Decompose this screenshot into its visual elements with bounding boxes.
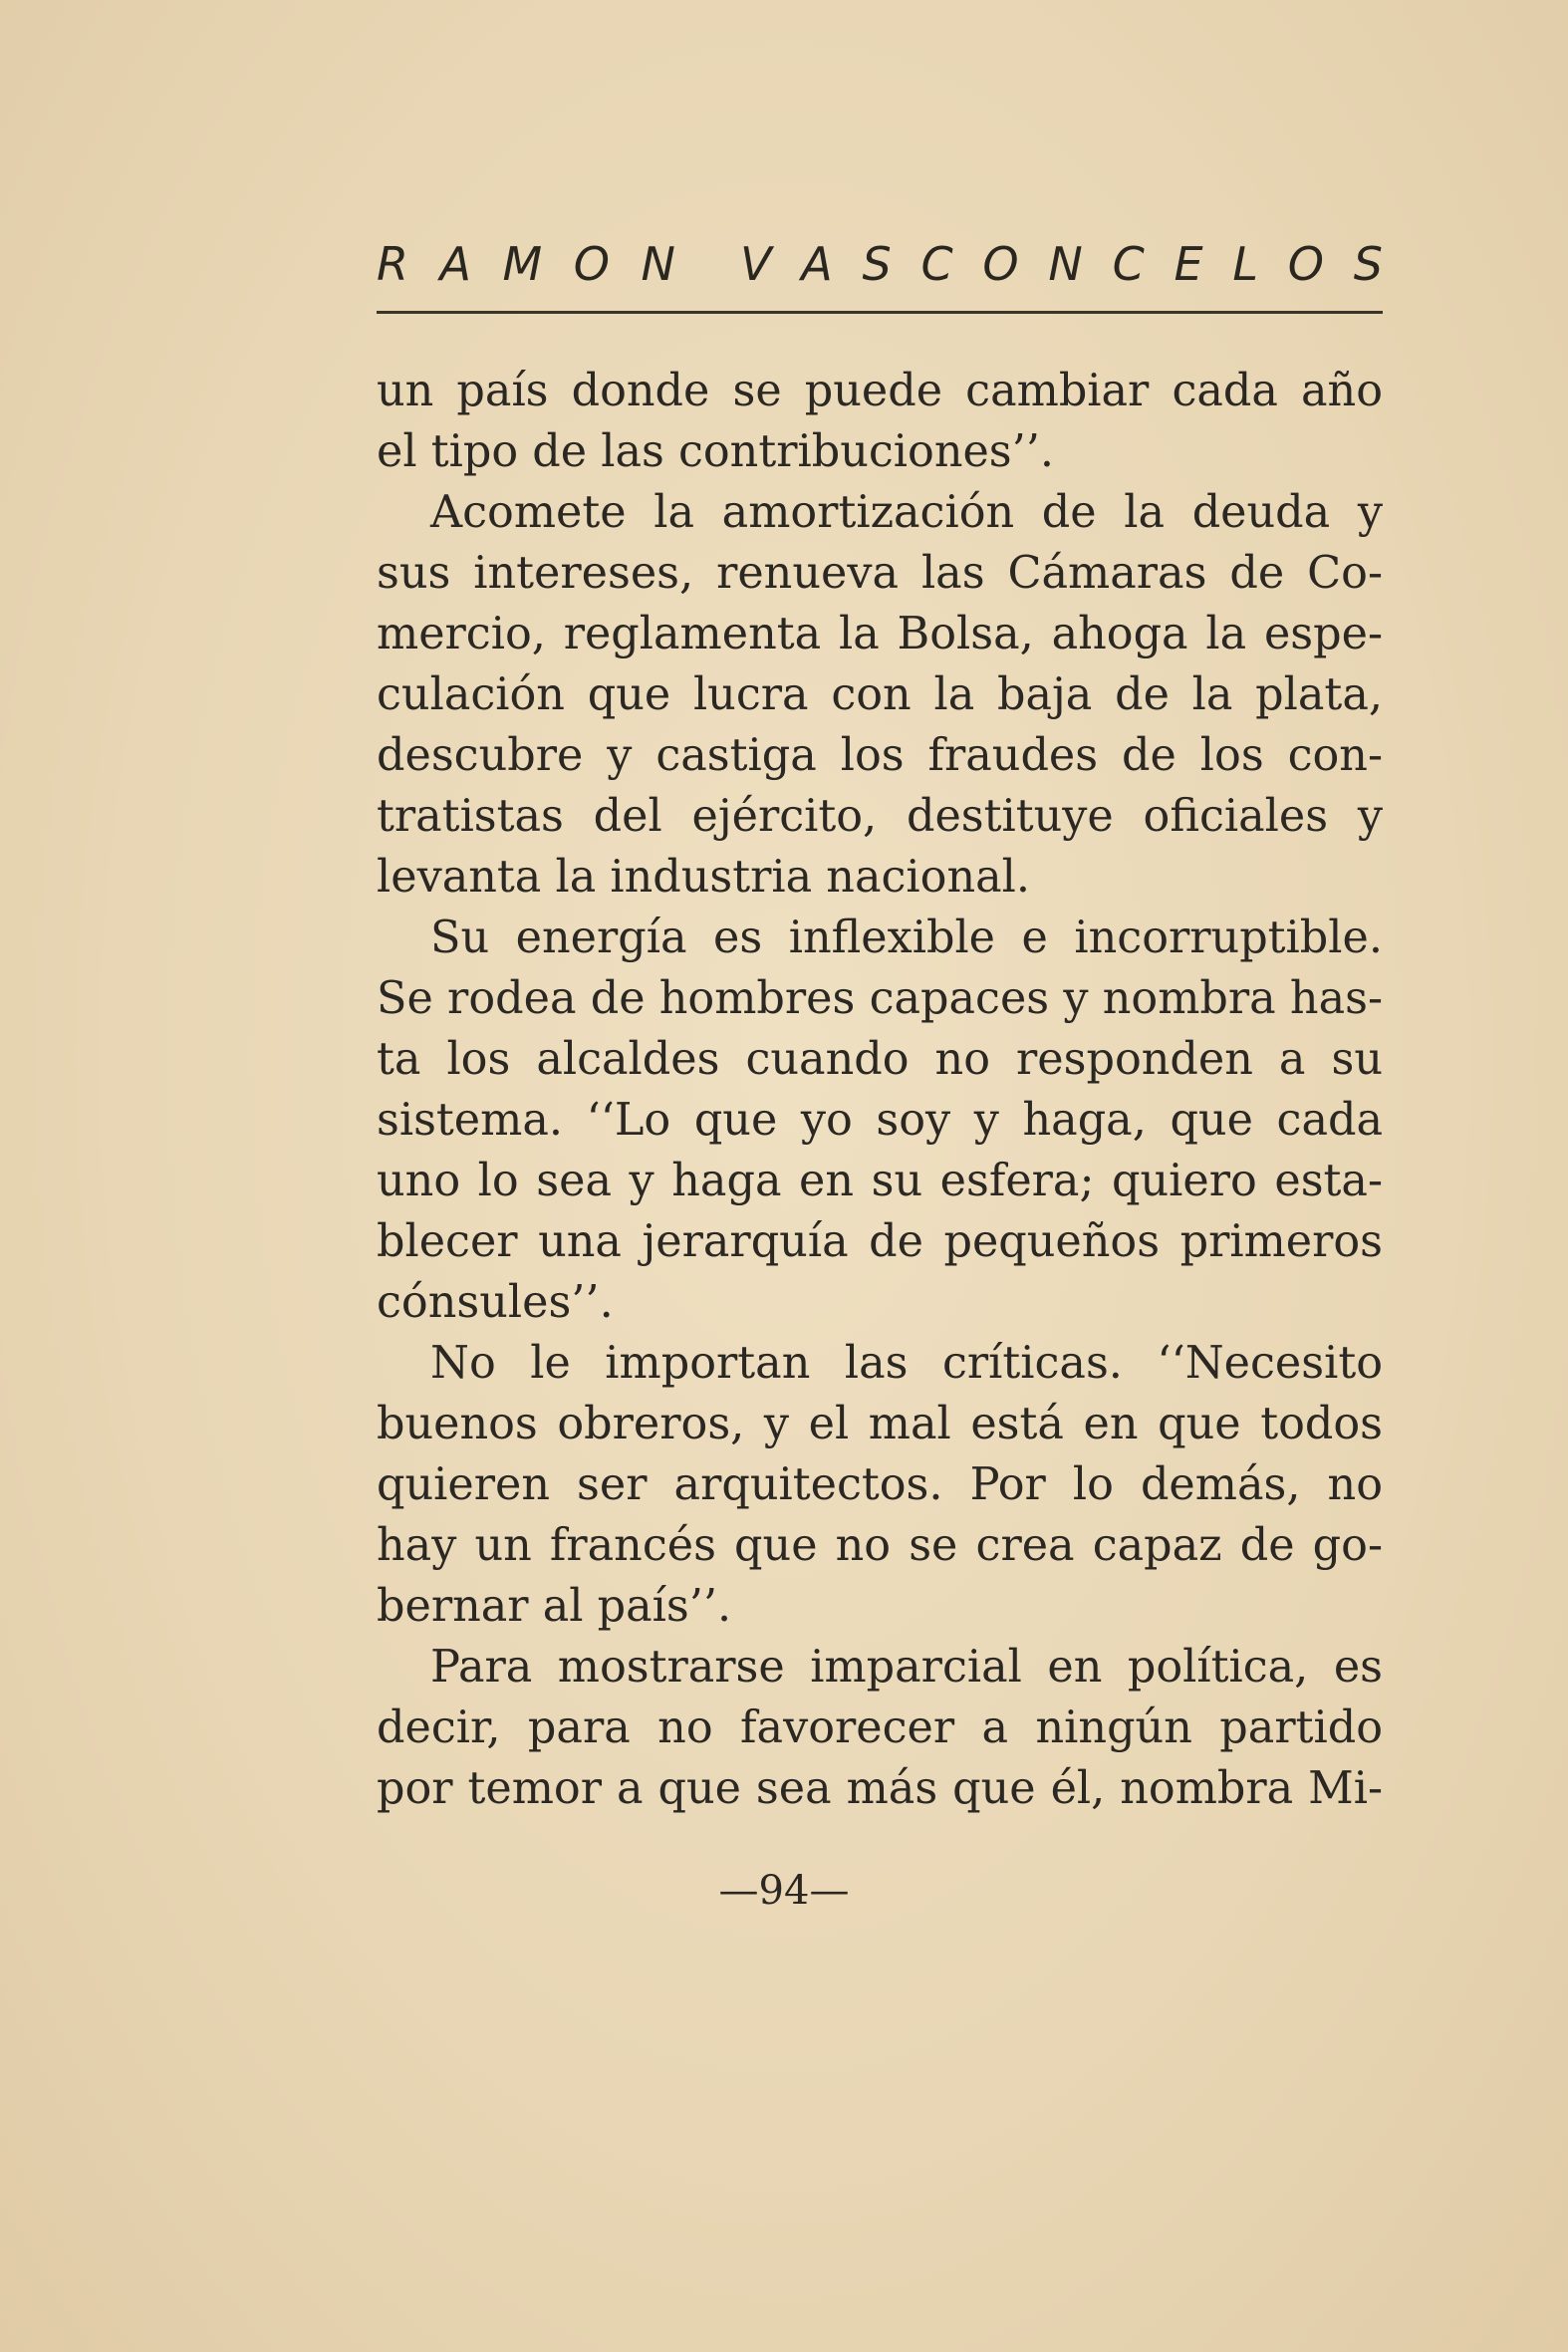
header-rule bbox=[377, 311, 1383, 314]
running-header bbox=[377, 237, 1383, 297]
text-line: Se rodea de hombres capaces y nombra has- bbox=[377, 973, 1383, 1024]
text-line: descubre y castiga los fraudes de los con- bbox=[377, 730, 1383, 781]
text-line: culación que lucra con la baja de la plata, bbox=[377, 669, 1383, 720]
author-first-name bbox=[377, 237, 675, 291]
text-line: Su energía es inflexible e incorruptible. bbox=[430, 913, 1383, 963]
header-letter: S bbox=[862, 237, 892, 291]
author-last-name bbox=[740, 237, 1383, 291]
text-line: hay un francés que no se crea capaz de go- bbox=[377, 1520, 1383, 1571]
text-line: levanta la industria nacional. bbox=[377, 852, 1031, 903]
text-line: tratistas del ejército, destituye oficiales y bbox=[377, 791, 1383, 842]
text-line: sus intereses, renueva las Cámaras de Co- bbox=[377, 548, 1383, 599]
text-line: Para mostrarse imparcial en política, es bbox=[430, 1642, 1383, 1693]
header-letter: O bbox=[982, 237, 1019, 291]
text-line: decir, para no favorecer a ningún partido bbox=[377, 1702, 1383, 1753]
text-line: un país donde se puede cambiar cada año bbox=[377, 366, 1383, 416]
header-letter: S bbox=[1353, 237, 1383, 291]
text-line: el tipo de las contribuciones’’. bbox=[377, 426, 1055, 477]
text-line: Acomete la amortización de la deuda y bbox=[430, 487, 1383, 538]
header-letter: C bbox=[920, 237, 953, 291]
text-line: ta los alcaldes cuando no responden a su bbox=[377, 1034, 1383, 1085]
text-line: quieren ser arquitectos. Por lo demás, no bbox=[377, 1459, 1383, 1510]
text-line: bernar al país’’. bbox=[377, 1581, 732, 1632]
text-line: mercio, reglamenta la Bolsa, ahoga la espe- bbox=[377, 609, 1383, 659]
header-letter: N bbox=[1048, 237, 1083, 291]
header-letter: R bbox=[377, 237, 408, 291]
header-letter: L bbox=[1232, 237, 1258, 291]
header-letter: V bbox=[740, 237, 772, 291]
header-letter: O bbox=[573, 237, 610, 291]
text-line: por temor a que sea más que él, nombra Mi- bbox=[377, 1763, 1383, 1814]
header-letter: A bbox=[439, 237, 471, 291]
body-text bbox=[377, 361, 1383, 1819]
author-name bbox=[377, 237, 1383, 291]
header-letter: E bbox=[1174, 237, 1203, 291]
text-line: buenos obreros, y el mal está en que todos bbox=[377, 1399, 1383, 1449]
text-line: blecer una jerarquía de pequeños primeros bbox=[377, 1216, 1383, 1267]
page-number: —94— bbox=[718, 1868, 850, 1914]
header-letter: C bbox=[1112, 237, 1145, 291]
text-line: cónsules’’. bbox=[377, 1277, 614, 1328]
header-letter: N bbox=[641, 237, 675, 291]
text-line: uno lo sea y haga en su esfera; quiero esta- bbox=[377, 1156, 1383, 1206]
header-letter: A bbox=[801, 237, 833, 291]
text-line: sistema. ‘‘Lo que yo soy y haga, que cada bbox=[377, 1095, 1383, 1146]
header-letter: O bbox=[1287, 237, 1324, 291]
header-letter: M bbox=[502, 237, 543, 291]
text-line: No le importan las críticas. ‘‘Necesito bbox=[430, 1338, 1383, 1389]
